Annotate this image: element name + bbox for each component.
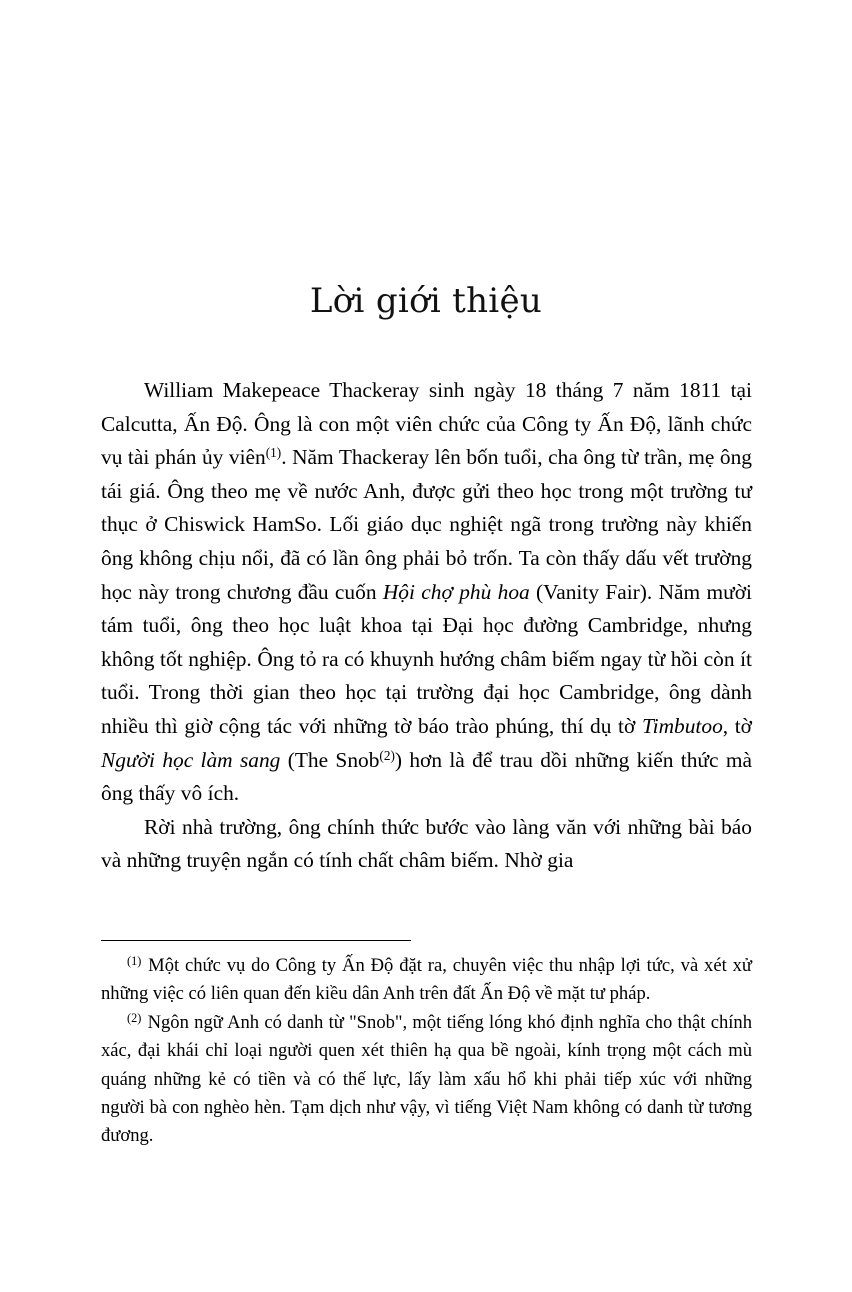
- body-text-block: [101, 374, 752, 878]
- paragraph-1: William Makepeace Thackeray sinh ngày 18 tháng 7 năm 1811 tại Calcutta, Ấn Độ. Ông là con một viên chức của Công ty Ấn Độ, lãnh chức vụ tài phán ủy viên$^{(1)}$. Năm Thackeray lên bốn tuổi, cha ông từ trần, mẹ ông tái giá. Ông theo mẹ về nước Anh, được gửi theo học trong một trường tư thục ở Chiswick HamSo. Lối giáo dục nghiệt ngã trong trường này khiến ông không chịu nổi, đã có lần ông phải bỏ trốn. Ta còn thấy dấu vết trường học này trong chương đầu cuốn Hội chợ phù hoa (Vanity Fair). Năm mười tám tuổi, ông theo học luật khoa tại Đại học đường Cambridge, nhưng không tốt nghiệp. Ông tỏ ra có khuynh hướng châm biếm ngay từ hồi còn ít tuổi. Trong thời gian theo học tại trường đại học Cambridge, ông dành nhiều thì giờ cộng tác với những tờ báo trào phúng, thí dụ tờ Timbutoo, tờ Người học làm sang (The Snob$^{(2)}$) hơn là để trau dồi những kiến thức mà ông thấy vô ích.: [101, 378, 752, 806]
- footnotes-block: [101, 952, 752, 1151]
- paragraph-2: Rời nhà trường, ông chính thức bước vào làng văn với những bài báo và những truyện ngắn có tính chất châm biếm. Nhờ gia: [101, 814, 752, 873]
- italic-title: Người học làm sang: [101, 747, 281, 772]
- footnote-marker: (2): [127, 1010, 142, 1025]
- footnote-1: $^{(1)}$ Một chức vụ do Công ty Ấn Độ đặt ra, chuyên việc thu nhập lợi tức, và xét xử những việc có liên quan đến kiều dân Anh trên đất Ấn Độ về mặt tư pháp.: [101, 953, 752, 1005]
- footnote-reference[interactable]: (1): [265, 445, 282, 461]
- footnote-marker: (1): [127, 953, 142, 968]
- footnote-separator-rule: [101, 940, 411, 941]
- page-title: Lời giới thiệu: [309, 280, 543, 321]
- italic-title: Hội chợ phù hoa: [382, 579, 530, 604]
- footnote-reference[interactable]: (2): [379, 747, 395, 763]
- italic-title: Timbutoo: [641, 713, 723, 738]
- footnote-2: $^{(2)}$ Ngôn ngữ Anh có danh từ "Snob", một tiếng lóng khó định nghĩa cho thật chính xác, đại khái chỉ loại người quen xét thiên hạ qua bề ngoài, kính trọng một cách mù quáng những kẻ có tiền và có thế lực, lấy làm xấu hổ khi phải tiếp xúc với những người bà con nghèo hèn. Tạm dịch như vậy, vì tiếng Việt Nam không có danh từ tương đương.: [101, 1010, 752, 1147]
